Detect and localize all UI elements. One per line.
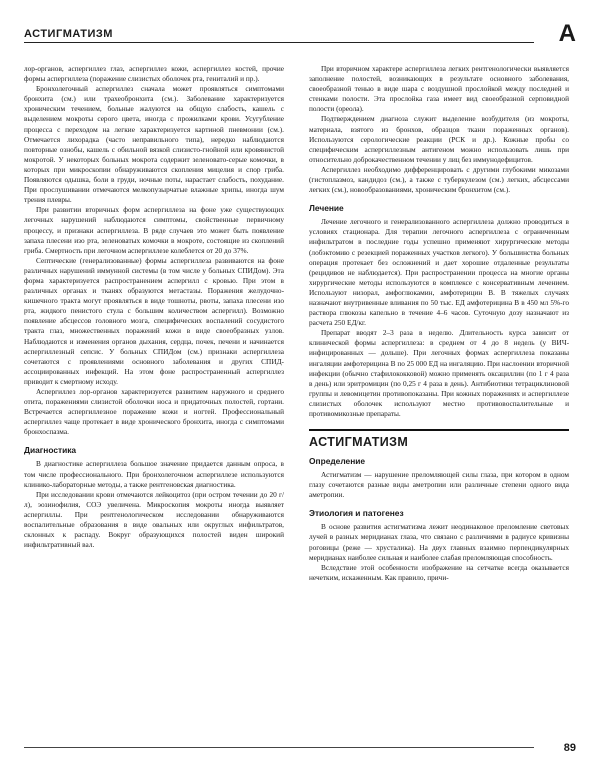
page-number: 89 <box>563 742 576 754</box>
running-header <box>24 14 576 54</box>
article-title-block <box>309 429 569 450</box>
paragraph: Аспергиллез лор-органов характеризуется развитием наружного и среднего отита, поражениями слизистой оболочки носа и придаточных полостей, гортани. Встречается аспергиллезное поражение кожи и ногтей. Профессиональный аспергиллез чаще протекает в виде хронического бронхита, иногда с симптомами бронхоспазма. <box>24 387 284 437</box>
paragraph: Подтверждением диагноза служит выделение возбудителя (из мокроты, материала, взятого из бронхов, образцов ткани пораженных органов). Используются серологические реакции (РСК и др.). Кожные пробы со специфическим аспергиллезным антигеном можно использовать лишь при относительно доброкачественном течении у лиц без иммунодефицитов. <box>309 114 569 164</box>
paragraph: При исследовании крови отмечаются лейкоцитоз (при остром течении до 20 г/л), эозинофилия, СОЭ увеличена. Микроскопия мокроты иногда выявляет аспергиллы. При рентгенологическом исследовании обнаруживаются воспалительные образования в виде овальных или округлых инфильтратов, склонных к распаду. Вокруг образующихся полостей виден широкий инфильтративный вал. <box>24 489 284 550</box>
footer-rule <box>24 747 534 748</box>
left-column <box>24 64 284 740</box>
running-header-title: АСТИГМАТИЗМ <box>24 28 113 40</box>
section-letter: А <box>558 20 576 47</box>
section-heading-definition: Определение <box>309 456 366 467</box>
right-column <box>309 64 569 740</box>
paragraph: Препарат вводят 2–3 раза в неделю. Длительность курса зависит от клинической формы аспергиллеза: в среднем от 4 до 8 недель (у ВИЧ-инфицированных — дольше). При легочных формах аспергиллеза показаны ингаляции амфотерицина В по 25 000 ЕД на ингаляцию. При наслоении вторичной инфекции (обычно стафилококковой) можно применять оксациллин (по 1 г 4 раза в день) или эритромицин (по 0,25 г 4 раза в день). Антибиотики тетрациклиновой группы и левомицетин противопоказаны. При кожных поражениях и аспергиллезе слизистых оболочек используют местно противовоспалительные и противомикозные препараты. <box>309 328 569 418</box>
paragraph: При вторичном характере аспергиллеза легких рентгенологически выявляется заполнение полостей, возникающих в результате основного заболевания, своеобразной тенью в виде шара с воздушной прослойкой между последней и стенками полости. Эта прослойка газа имеет вид своеобразной серповидной полости (ореола). <box>309 64 569 114</box>
section-heading-treatment: Лечение <box>309 203 344 214</box>
header-rule <box>24 42 534 43</box>
paragraph: Аспергиллез необходимо дифференцировать с другими глубокими микозами (гистоплазмоз, кандидоз (см.), а также с туберкулезом (см.) легких, абсцессами легких (см.), новообразованиями, хроническим бронхитом (см.). <box>309 164 569 195</box>
section-heading-etiology: Этиология и патогенез <box>309 508 404 519</box>
paragraph: В диагностике аспергиллеза большое значение придается данным опроса, в том числе профессионального. При бронхолегочном аспергиллезе используются клинико-лабораторные методы, а также рентгеновская диагностика. <box>24 459 284 489</box>
paragraph: При развитии вторичных форм аспергиллеза на фоне уже существующих легочных нарушений наблюдаются симптомы, свойственные первичному процессу, и признаки аспергиллеза. В ряде случаев это может быть появление запаха плесени изо рта, зеленоватых комочки в мокроте, состоящие из скоплений гриба. Смертность при легочном аспергиллезе колеблется от 20 до 37%. <box>24 205 284 255</box>
paragraph: Лечение легочного и генерализованного аспергиллеза должно проводиться в условиях стационара. Для терапии легочного аспергиллеза с ограниченным инфильтратом в последние годы успешно применяют хирургические методы (лобэктомию с резекцией пораженных участков легкого). У большинства больных операция протекает без осложнений и дает хорошие отдаленные результаты (рецидивов не наблюдается). При распространении процесса на многие органы хирургические методы используются в комплексе с консервативным лечением. Используют низорал, амфоглюкамин, амфотерицин В. В тяжелых случаях назначают внутривенные вливания по 50 тыс. ЕД амфотерицина В в 450 мл 5%-го раствора глюкозы капельно в течение 4–6 часов. Суточную дозу назначают из расчета 250 ЕД/кг. <box>309 217 569 328</box>
paragraph: Астигматизм — нарушение преломляющей силы глаза, при котором в одном глазу сочетаются разные виды аметропии или различные степени одного вида аметропии. <box>309 470 569 500</box>
article-title: АСТИГМАТИЗМ <box>309 435 409 450</box>
paragraph: лор-органов, аспергиллез глаз, аспергиллез кожи, аспергиллез костей, прочие формы аспергиллеза (поражение слизистых оболочек рта, гениталий и пр.). <box>24 64 284 84</box>
paragraph: В основе развития астигматизма лежит неодинаковое преломление световых лучей в разных меридианах глаза, что связано с различиями в радиусе кривизны роговицы (реже — хрусталика). На двух главных взаимно перпендикулярных меридианах наиболее сильная и наиболее слабая преломляющая способность. <box>309 522 569 562</box>
section-heading-diagnostics: Диагностика <box>24 445 77 456</box>
paragraph: Септические (генерализованные) формы аспергиллеза развиваются на фоне различных нарушений иммунной системы (в том числе у больных СПИДом). Эта форма характеризуется распространением аспергилл с кровью. При этом в различных органах и тканях образуются метастазы. Поражения желудочно-кишечного тракта могут проявляться в виде тошноты, рвоты, запаха плесени изо рта, жидкого пенистого стула с большим количеством аспергилл). Возможно появление абсцессов головного мозга, специфических воспалений сосудистого тракта глаз, множественных поражений кожи в виде своеобразных узлов. Наблюдаются и изменения органов дыхания, сердца, почек, печени и начинается аспергиллезный сепсис. У больных СПИДом (см.) признаки аспергиллеза сочетаются с проявлениями основного заболевания и других СПИД-ассоциированных инфекций. На этом фоне распространенный аспергиллез приводит к смертному исходу. <box>24 255 284 386</box>
paragraph: Бронхолегочный аспергиллез сначала может проявляться симптомами бронхита (см.) или трахеобронхита (см.). Заболевание характеризуется хроническим течением, больные жалуются на общую слабость, кашель с выделением мокроты серого цвета, иногда с прожилками крови. Усугубление процесса с переходом на легкие характеризуется картиной пневмонии (см.). Отмечается лихорадка (часто неправильного типа), нередко наблюдаются повторные ознобы, кашель с обильной вязкой слизисто-гнойной или кровянистой мокротой. У некоторых больных мокрота содержит зеленовато-серые комочки, в которых при микроскопии обнаруживаются скопления мицелия и спор гриба. Появляются одышка, боли в груди, ночные поты, нарастает слабость, похудание. При прослушивании отмечаются мелкопузырчатые влажные хрипы, иногда шум трения плевры. <box>24 84 284 205</box>
paragraph: Вследствие этой особенности изображение на сетчатке всегда оказывается нечетким, искаженным. Как правило, причи- <box>309 562 569 582</box>
